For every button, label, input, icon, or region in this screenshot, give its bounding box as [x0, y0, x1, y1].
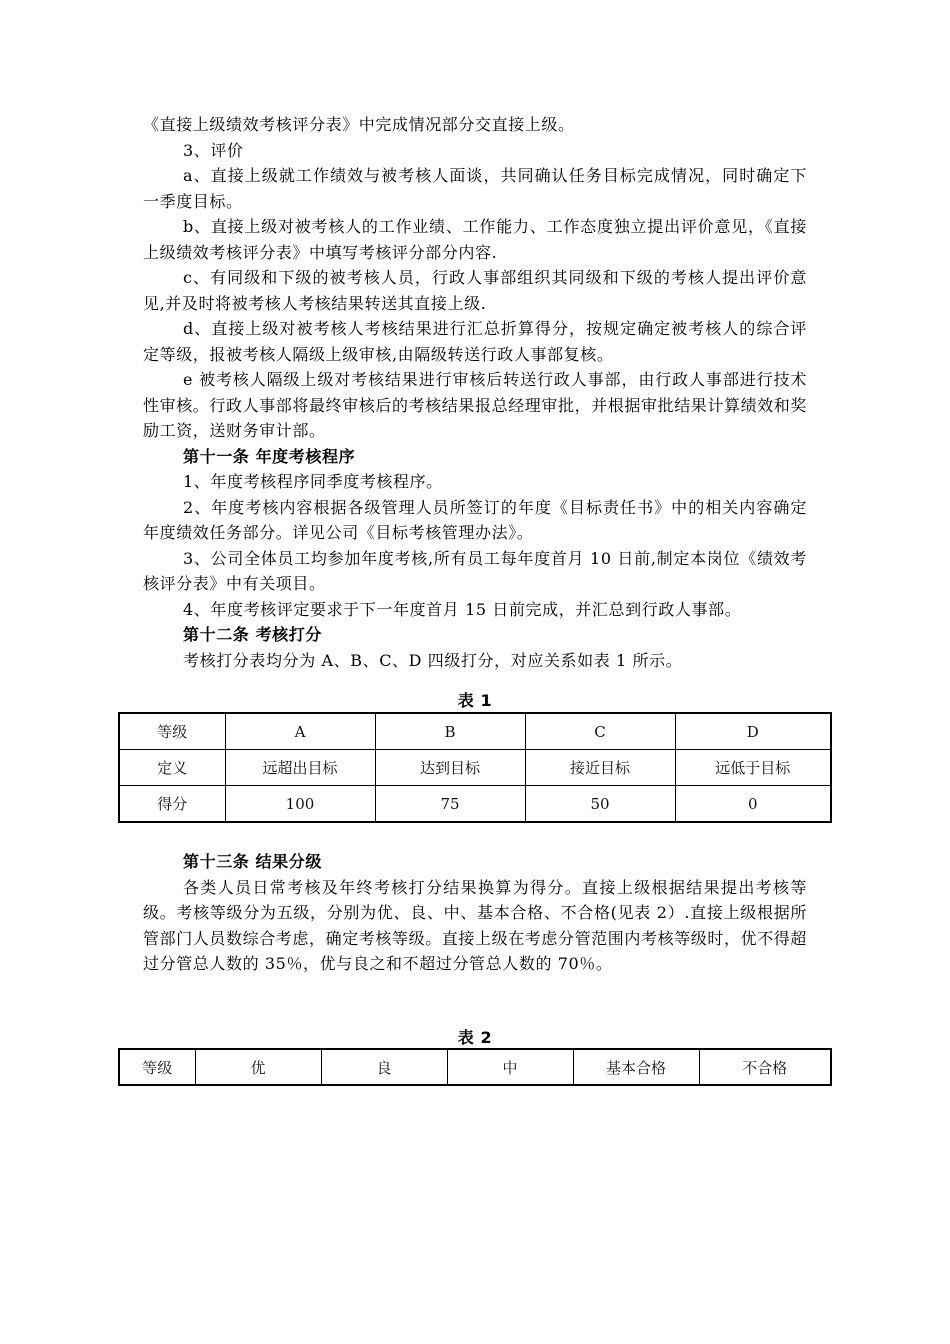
paragraph: 《直接上级绩效考核评分表》中完成情况部分交直接上级。 [143, 115, 575, 134]
table-cell: 中 [447, 1049, 573, 1085]
table-cell: A [225, 713, 375, 750]
paragraph: 考核打分表均分为 A、B、C、D 四级打分，对应关系如表 1 所示。 [183, 650, 683, 670]
table-caption: 表 1 [457, 691, 493, 710]
section-label: 3、评价 [183, 140, 244, 160]
table-cell: 远超出目标 [225, 750, 375, 786]
result-grade-table [118, 1048, 832, 1086]
table-cell: B [375, 713, 525, 750]
table-cell: 接近目标 [525, 750, 675, 786]
table-cell: 优 [195, 1049, 321, 1085]
paragraph: e 被考核人隔级上级对考核结果进行审核后转送行政人事部，由行政人事部进行技术性审核。行政人事部将最终审核后的考核结果报总经理审批，并根据审批结果计算绩效和奖励工资，送财务审计部。 [143, 370, 808, 440]
table-cell: 得分 [119, 786, 225, 823]
paragraph: a、直接上级就工作绩效与被考核人面谈，共同确认任务目标完成情况，同时确定下一季度目标。 [143, 166, 807, 211]
table-cell: 基本合格 [573, 1049, 699, 1085]
table-cell: 0 [675, 786, 831, 823]
table-row [119, 786, 831, 823]
table-caption: 表 2 [457, 1028, 493, 1047]
paragraph: b、直接上级对被考核人的工作业绩、工作能力、工作态度独立提出评价意见，《直接上级绩效考核评分表》中填写考核评分部分内容. [143, 217, 807, 262]
list-item: 1、年度考核程序同季度考核程序。 [183, 472, 443, 491]
table-cell: C [525, 713, 675, 750]
table-cell: 100 [225, 786, 375, 823]
table-cell: 75 [375, 786, 525, 823]
table-row [119, 713, 831, 750]
grade-definition-table [118, 712, 832, 823]
article-heading: 第十三条 结果分级 [183, 852, 322, 871]
table-cell: 不合格 [699, 1049, 831, 1085]
list-item: 3、公司全体员工均参加年度考核,所有员工每年度首月 10 日前,制定本岗位《绩效考核评分表》中有关项目。 [143, 548, 807, 593]
article-heading: 第十二条 考核打分 [183, 625, 322, 644]
table-row [119, 1049, 831, 1085]
paragraph: 各类人员日常考核及年终考核打分结果换算为得分。直接上级根据结果提出考核等级。考核等级分为五级，分别为优、良、中、基本合格、不合格(见表 2）.直接上级根据所管部门人员数综合考虑，确定考核等级。直接上级在考虑分管范围内考核等级时，优不得超过分管总人数的 35％，优与良之和不超过分管总人数的 70％。 [143, 877, 808, 973]
document-page [143, 112, 807, 673]
paragraph: d、直接上级对被考核人考核结果进行汇总折算得分，按规定确定被考核人的综合评定等级，报被考核人隔级上级审核,由隔级转送行政人事部复核。 [143, 319, 807, 364]
list-item: 4、年度考核评定要求于下一年度首月 15 日前完成，并汇总到行政人事部。 [183, 599, 742, 619]
table-cell: 远低于目标 [675, 750, 831, 786]
table-row [119, 750, 831, 786]
table-cell: D [675, 713, 831, 750]
list-item: 2、年度考核内容根据各级管理人员所签订的年度《目标责任书》中的相关内容确定年度绩效任务部分。详见公司《目标考核管理办法》。 [143, 497, 807, 542]
article-13 [143, 849, 807, 977]
table-cell: 达到目标 [375, 750, 525, 786]
table-cell: 等级 [119, 713, 225, 750]
table-cell: 良 [321, 1049, 447, 1085]
article-heading: 第十一条 年度考核程序 [183, 446, 356, 466]
table-cell: 等级 [119, 1049, 195, 1085]
table-cell: 50 [525, 786, 675, 823]
paragraph: c、有同级和下级的被考核人员，行政人事部组织其同级和下级的考核人提出评价意见,并及时将被考核人考核结果转送其直接上级. [143, 268, 807, 313]
table-cell: 定义 [119, 750, 225, 786]
